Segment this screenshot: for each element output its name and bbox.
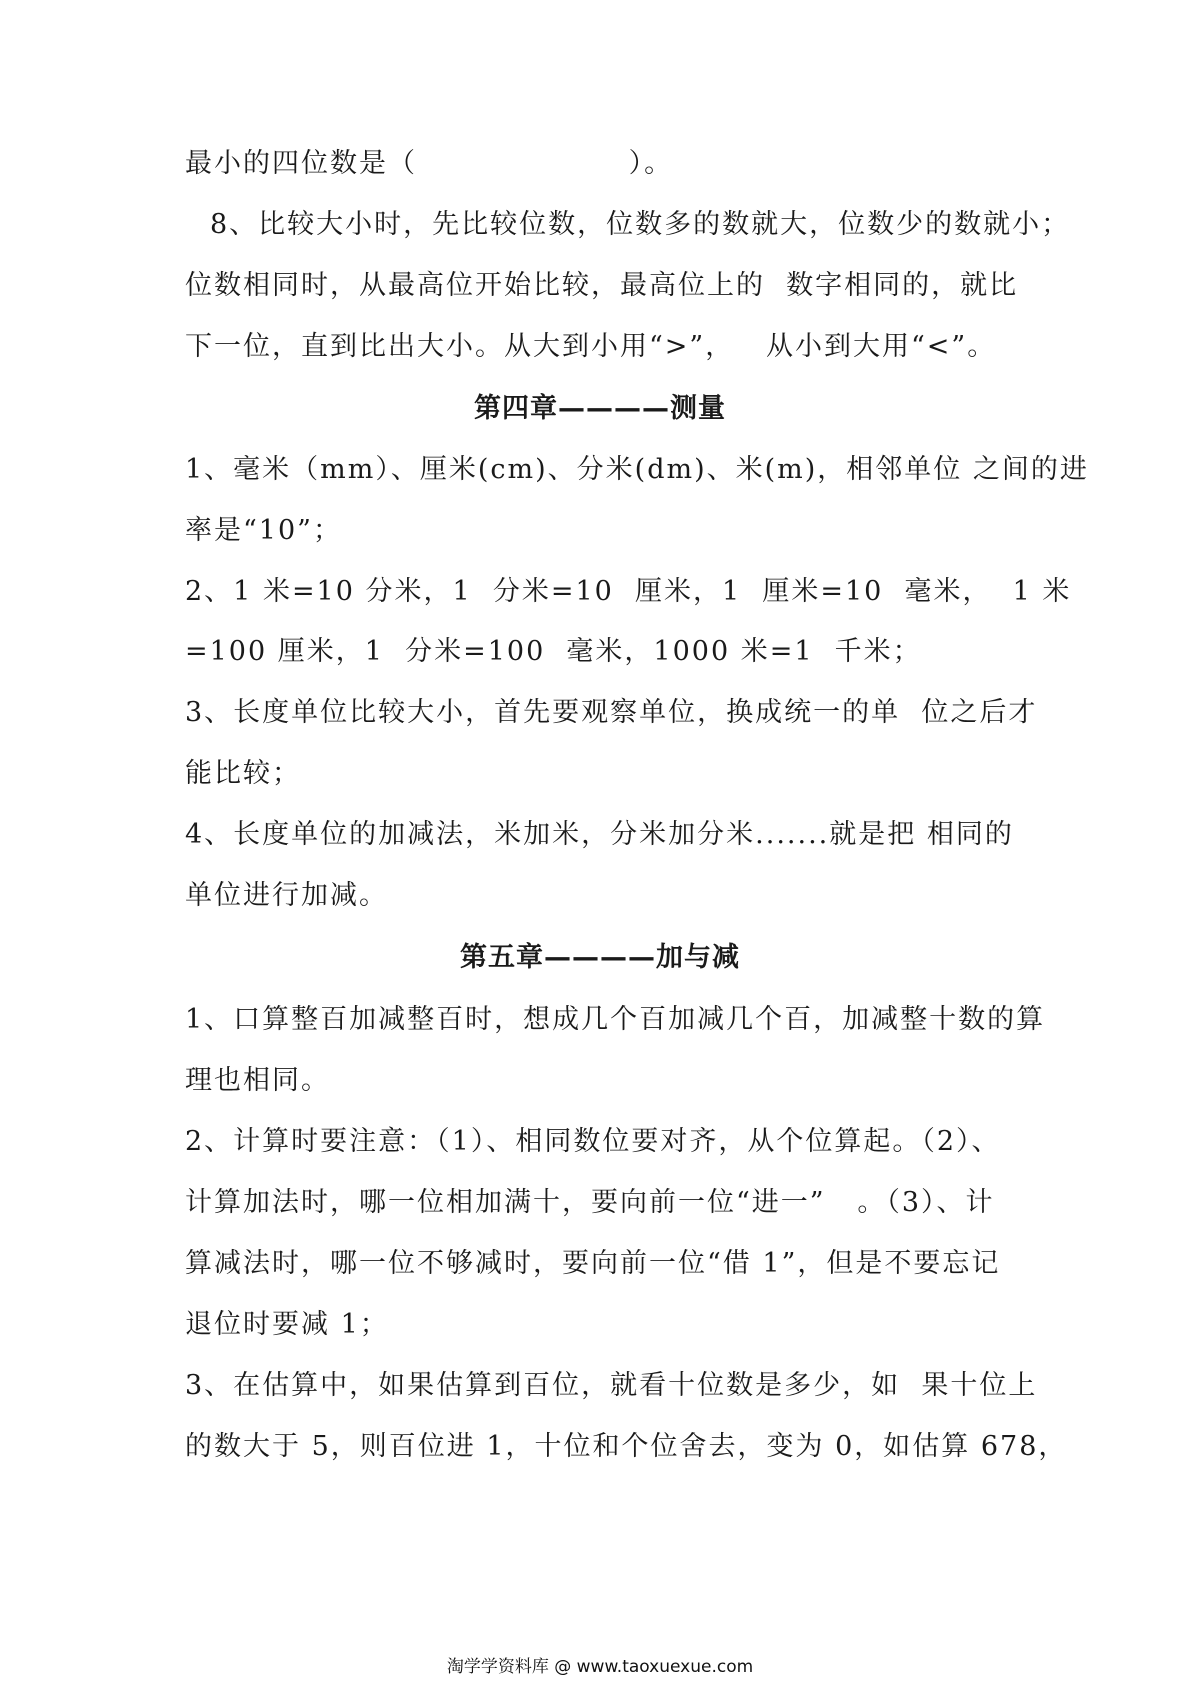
ch4-item-4-line-1: 4、长度单位的加减法，米加米，分米加分米.......就是把 相同的 (185, 819, 1014, 850)
ch5-item-1-line-2: 理也相同。 (185, 1065, 330, 1096)
item-8-line-2: 位数相同时，从最高位开始比较，最高位上的 数字相同的，就比 (185, 270, 1019, 301)
ch5-item-3-line-2: 的数大于 5，则百位进 1，十位和个位舍去，变为 0，如估算 678， (185, 1431, 1068, 1462)
ch4-item-2-line-2: =100 厘米，1 分米=100 毫米，1000 米=1 千米； (185, 636, 922, 667)
item-8-line-1: 8、比较大小时，先比较位数，位数多的数就大，位数少的数就小； (210, 209, 1071, 240)
ch4-item-1-line-2: 率是“10”； (185, 515, 342, 546)
ch5-item-2-line-2: 计算加法时，哪一位相加满十，要向前一位“进一” 。（3）、计 (185, 1187, 995, 1218)
ch5-item-2-line-1: 2、计算时要注意：（1）、相同数位要对齐，从个位算起。（2）、 (185, 1126, 1001, 1157)
ch4-item-3-line-2: 能比较； (185, 758, 301, 789)
ch4-item-2-line-1: 2、1 米=10 分米，1 分米=10 厘米，1 厘米=10 毫米， 1 米 (185, 576, 1072, 607)
ch4-item-3-line-1: 3、长度单位比较大小，首先要观察单位，换成统一的单 位之后才 (185, 697, 1038, 728)
chapter-5-heading: 第五章————加与减 (460, 942, 740, 973)
ch5-item-2-line-4: 退位时要减 1； (185, 1309, 389, 1340)
ch4-item-4-line-2: 单位进行加减。 (185, 880, 388, 911)
ch5-item-1-line-1: 1、口算整百加减整百时，想成几个百加减几个百，加减整十数的算 (185, 1004, 1046, 1035)
item-8-line-3: 下一位，直到比出大小。从大到小用“>”， 从小到大用“<”。 (185, 331, 997, 362)
ch4-item-1-line-1: 1、毫米（mm）、厘米(cm)、分米(dm)、米(m)，相邻单位 之间的进 (185, 454, 1089, 485)
ch5-item-3-line-1: 3、在估算中，如果估算到百位，就看十位数是多少，如 果十位上 (185, 1370, 1038, 1401)
ch5-item-2-line-3: 算减法时，哪一位不够减时，要向前一位“借 1”，但是不要忘记 (185, 1248, 1001, 1279)
footer-watermark: 淘学学资料库 @ www.taoxuexue.com (446, 1657, 754, 1677)
chapter-4-heading: 第四章————测量 (474, 393, 726, 424)
intro-line-1: 最小的四位数是（ ）。 (185, 148, 674, 179)
